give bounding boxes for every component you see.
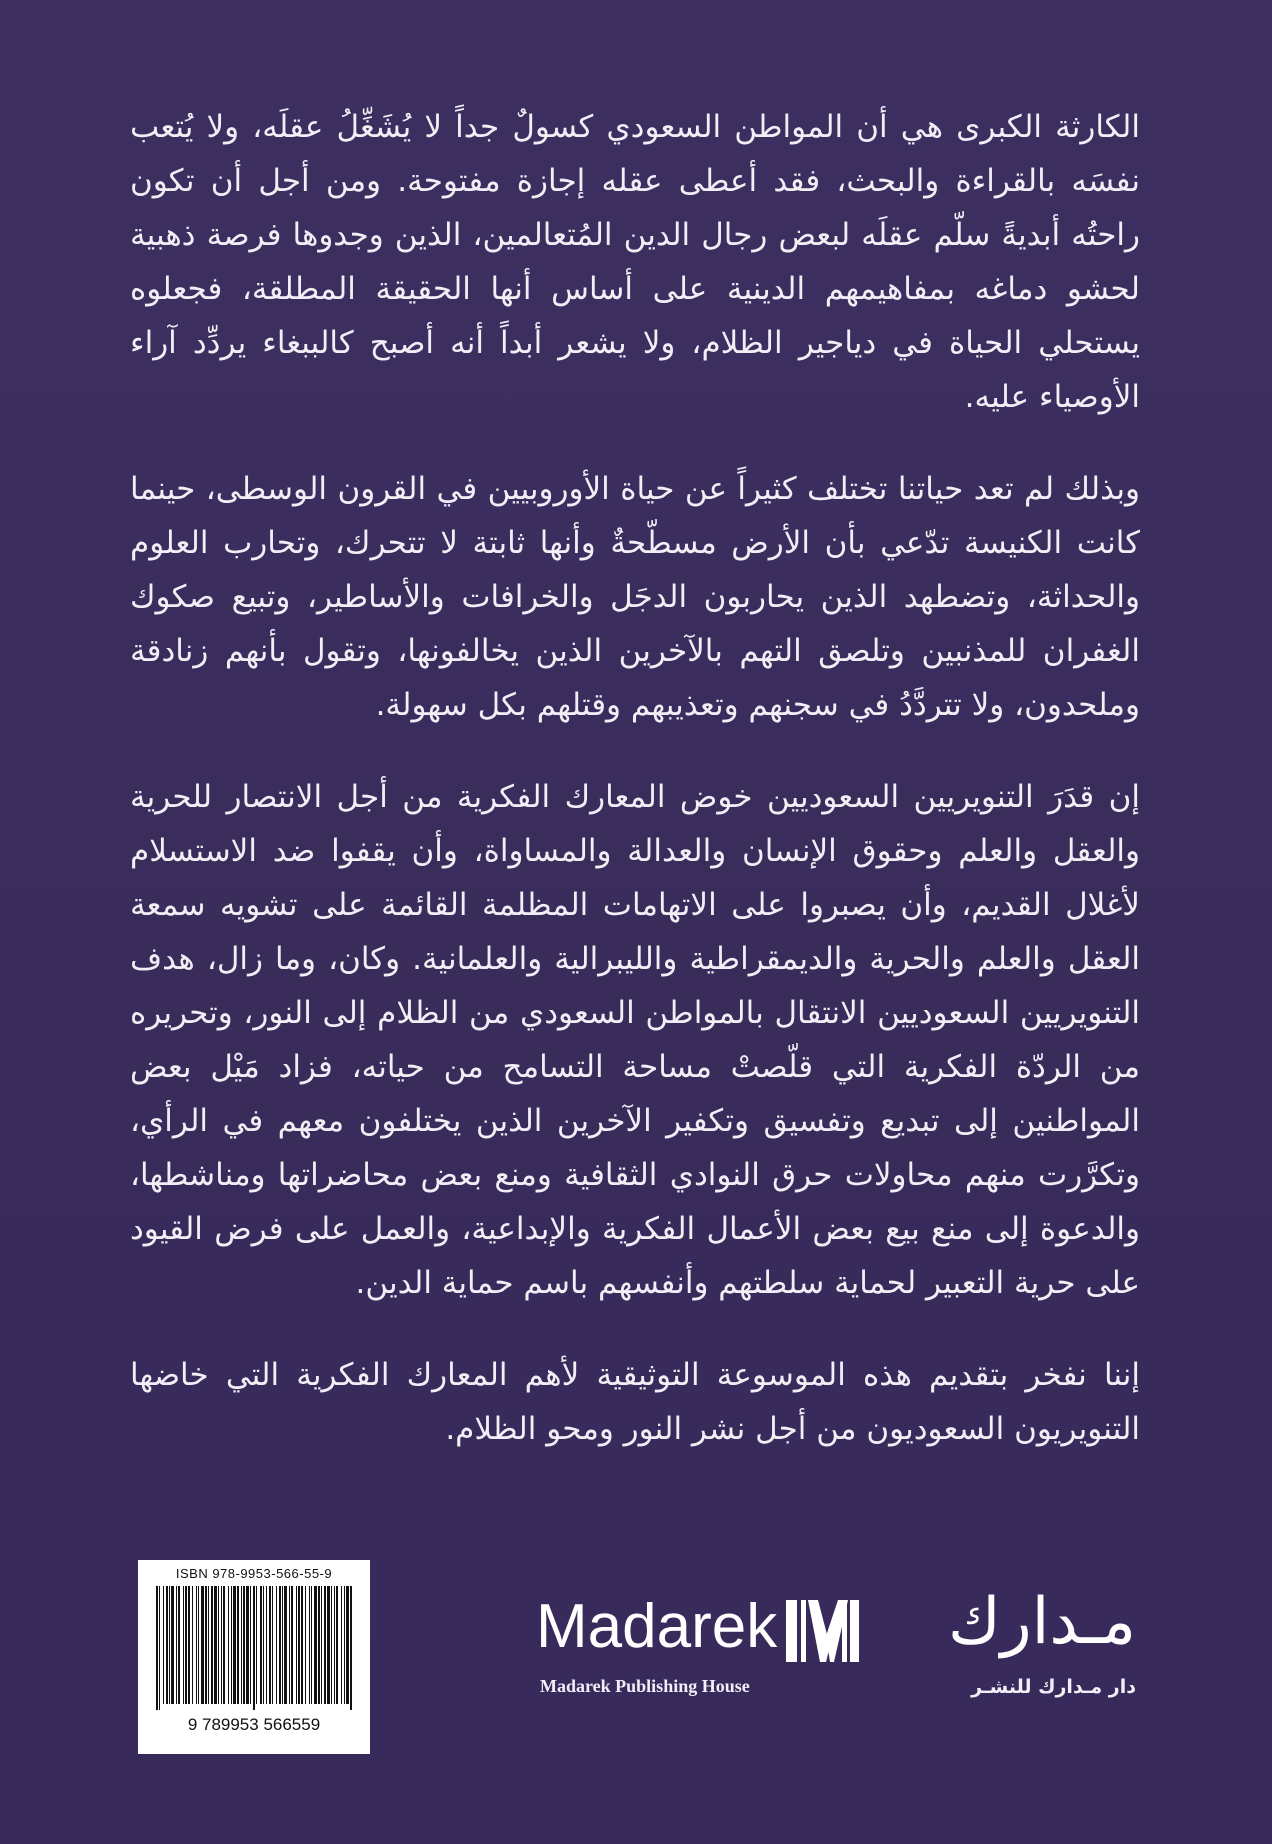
publisher-name-ar: مـدارك [947,1585,1136,1659]
barcode-bar [231,1586,232,1704]
barcode-bar [214,1586,217,1704]
barcode-bar [311,1586,312,1704]
barcode-icon [146,1584,362,1734]
barcode-bar [208,1586,209,1704]
barcode-bar [263,1586,264,1704]
paragraph-2: وبذلك لم تعد حياتنا تختلف كثيراً عن حياة الأوروبيين في القرون الوسطى، حينما كانت الكنيسة تدّعي بأن الأرض مسطّحةٌ وأنها ثابتة لا تتحرك، وتحارب العلوم والحداثة، وتضطهد الذين يحاربون الدجَل والخرافات والأساطير، وتبيع صكوك الغفران للمذنبين وتلصق التهم بالآخرين الذين يخالفونها، وتقول بأنهم زنادقة وملحدون، ولا تتردَّدُ في سجنهم وتعذيبهم وقتلهم بكل سهولة. [130,471,1140,723]
barcode-bar [192,1586,193,1704]
barcode-bar [269,1586,271,1704]
barcode-bar [169,1586,170,1704]
barcode-bar [334,1586,335,1704]
madarek-m-logo-icon [782,1596,862,1666]
barcode-bar [331,1586,332,1704]
barcode-bar [250,1586,251,1704]
barcode-bar [327,1586,330,1704]
barcode-bar [296,1586,297,1704]
barcode-bar [176,1586,177,1704]
barcode-bar [183,1586,184,1704]
isbn-barcode [138,1560,370,1754]
paragraph-3: إن قدَرَ التنويريين السعوديين خوض المعارك الفكرية من أجل الانتصار للحرية والعقل والعلم وحقوق الإنسان والعدالة والمساواة، وأن يقفوا ضد الاستسلام لأغلال القديم، وأن يصبروا على الاتهامات المظلمة القائمة على تشويه سمعة العقل والعلم والحرية والديمقراطية والليبرالية والعلمانية. وكان، وما زال، هدف التنويريين السعوديين الانتقال بالمواطن السعودي من الظلام إلى النور، وتحريره من الردّة الفكرية التي قلّصتْ مساحة التسامح من حياته، فزاد مَيْل بعض المواطنين إلى تبديع وتفسيق وتكفير الآخرين الذين يختلفون معهم في الرأي، وتكرَّرت منهم محاولات حرق النوادي الثقافية ومنع بعض محاضراتها ومناشطها، والدعوة إلى منع بيع بعض الأعمال الفكرية والإبداعية، والعمل على فرض القيود على حرية التعبير لحماية سلطتهم وأنفسهم باسم حماية الدين. [130,779,1140,1301]
barcode-bar [237,1586,239,1704]
barcode-bar [260,1586,262,1704]
barcode-bar [272,1586,273,1704]
barcode-bar [253,1586,255,1710]
barcode-bar [266,1586,267,1704]
barcode-bar [256,1586,257,1704]
barcode-bar [159,1586,160,1710]
barcode-bar [284,1586,287,1704]
barcode-bar [223,1586,225,1704]
barcode-bar [211,1586,213,1704]
barcode-bar [241,1586,242,1704]
barcode-bar [185,1586,187,1704]
barcode-bar [243,1586,245,1704]
barcode-bar [344,1586,345,1704]
barcode-bar [246,1586,249,1704]
barcode-bar [291,1586,293,1704]
barcode-bar [298,1586,300,1704]
barcode-bar [321,1586,322,1704]
publisher-logo [536,1585,1136,1726]
paragraph-1: الكارثة الكبرى هي أن المواطن السعودي كسولٌ جداً لا يُشَغِّلُ عقلَه، ولا يُتعب نفسَه بالقراءة والبحث، فقد أعطى عقله إجازة مفتوحة. ومن أجل أن تكون راحتُه أبديةً سلّم عقلَه لبعض رجال الدين المُتعالمين، الذين وجدوها فرصة ذهبية لحشو دماغه بمفاهيمهم الدينية على أساس أنها الحقيقة المطلقة، فجعلوه يستحلي الحياة في دياجير الظلام، ولا يشعر أبداً أنه أصبح كالببغاء يردِّد آراء الأوصياء عليه. [130,109,1140,415]
isbn-label: ISBN 978-9953-566-55-9 [175,1566,333,1581]
barcode-bar [218,1586,219,1704]
paragraph-4: إننا نفخر بتقديم هذه الموسوعة التوثيقية لأهم المعارك الفكرية التي خاضها التنويريون السعوديون من أجل نشر النور ومحو الظلام. [130,1357,1140,1447]
barcode-bar [276,1586,277,1704]
barcode-bar [205,1586,207,1704]
back-cover-text [130,100,1140,1494]
barcode-bar [201,1586,204,1704]
barcode-bar [178,1586,180,1704]
publisher-subtitle-en: Madarek Publishing House [540,1676,750,1696]
barcode-bar [279,1586,281,1704]
barcode-bar [221,1586,222,1704]
barcode-bar [305,1586,306,1704]
publisher-name-en: Madarek [536,1592,778,1661]
barcode-bar [350,1586,352,1710]
barcode-bar [188,1586,190,1704]
barcode-bar [198,1586,199,1704]
barcode-bar [282,1586,283,1704]
barcode-bar [318,1586,320,1704]
barcode-bar [289,1586,290,1704]
barcode-bar [324,1586,326,1704]
barcode-bar [171,1586,174,1704]
barcode-bar [233,1586,236,1704]
barcode-bar [163,1586,164,1704]
barcode-bar [196,1586,197,1704]
barcode-bar [228,1586,229,1704]
barcode-bar [341,1586,342,1704]
barcode-bar [166,1586,168,1704]
barcode-bar [314,1586,317,1704]
barcode-bar [309,1586,310,1704]
barcode-bar [346,1586,349,1704]
publisher-subtitle-ar: دار مـدارك للنشـر [971,1676,1136,1698]
barcode-bar [156,1586,158,1710]
barcode-bar [301,1586,303,1704]
barcode-digits: 9 789953 566559 [187,1715,321,1734]
barcode-bar [336,1586,338,1704]
